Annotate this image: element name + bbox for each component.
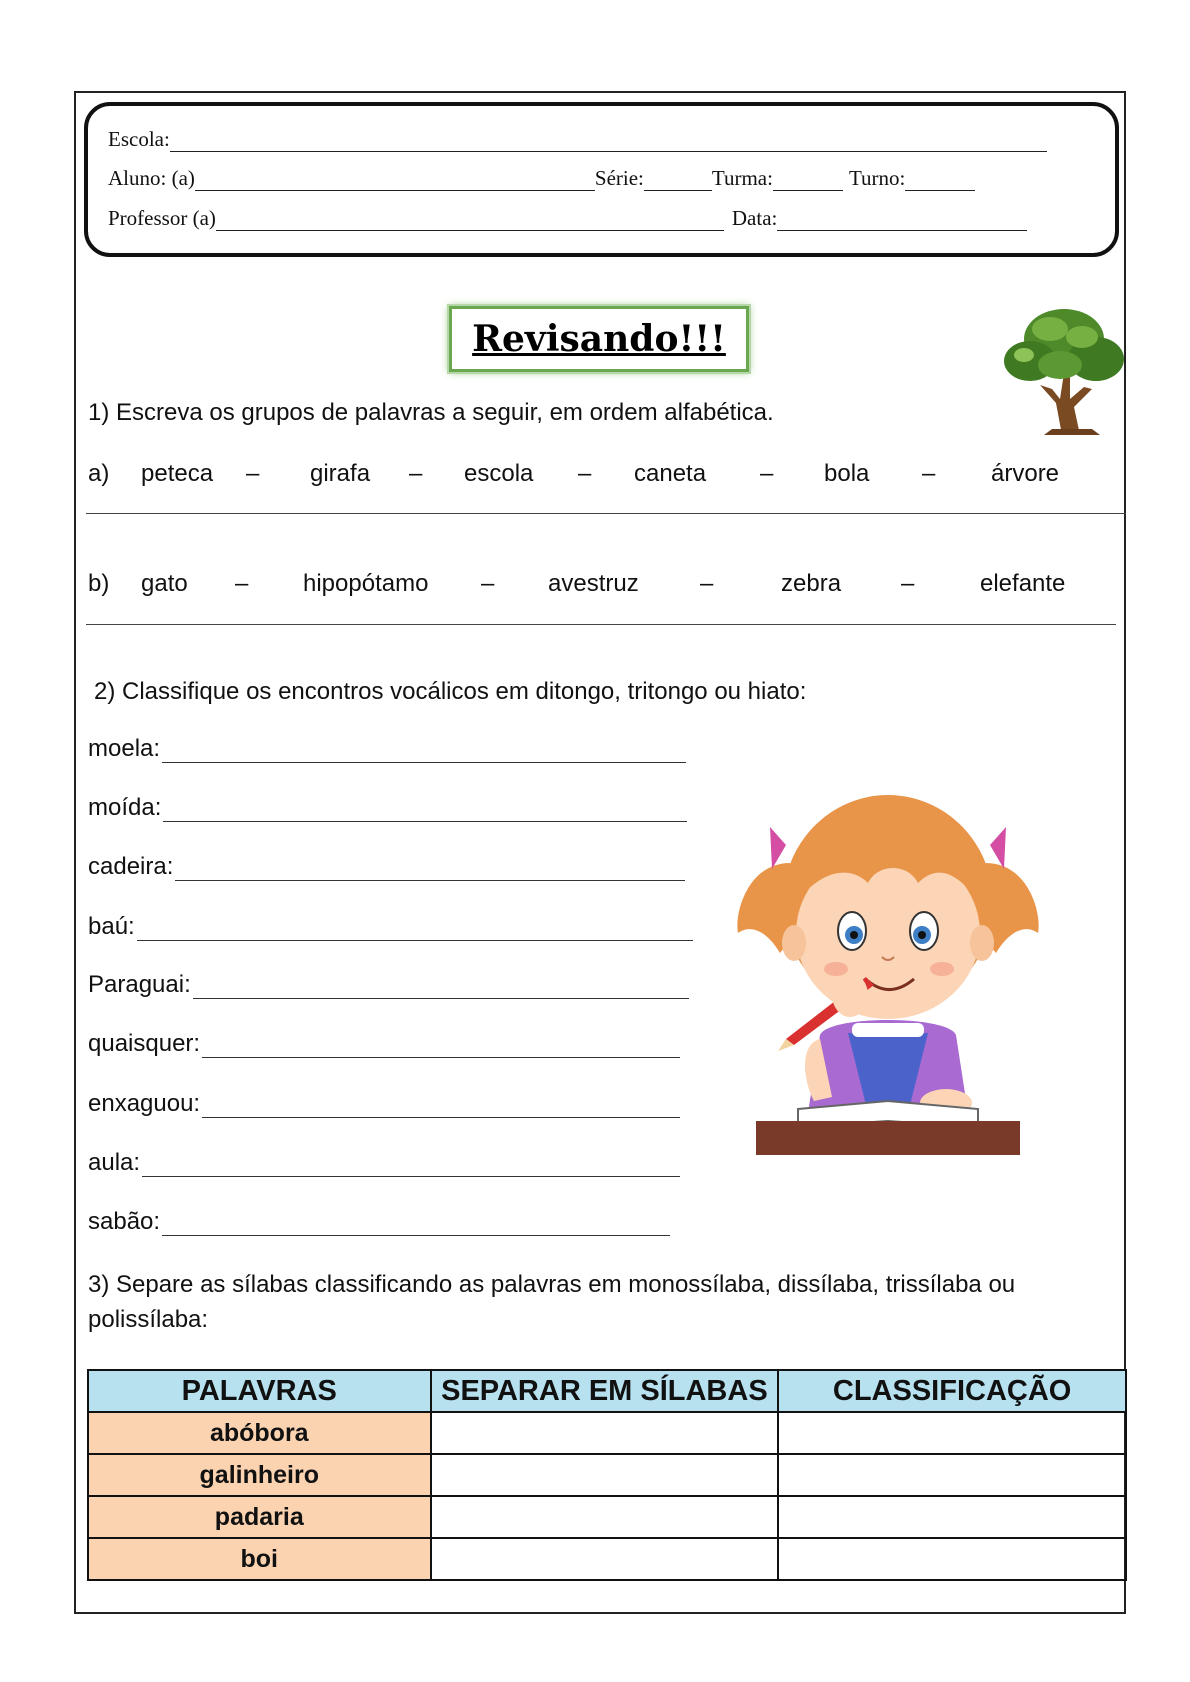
table-word-cell: abóbora (88, 1412, 431, 1454)
q2-word: quaisquer: (88, 1030, 201, 1057)
table-header: SEPARAR EM SÍLABAS (431, 1370, 779, 1412)
table-header-row (88, 1370, 1126, 1412)
q2-item (88, 1090, 680, 1118)
q1-b-dash: – (700, 570, 714, 597)
q2-item (88, 853, 685, 881)
q2-word: cadeira: (88, 853, 174, 880)
grade-label: Série: (594, 166, 644, 190)
syllables-cell[interactable] (431, 1496, 779, 1538)
q1-a-dash: – (246, 460, 260, 487)
q2-answer-line[interactable] (142, 1154, 680, 1177)
q2-answer-line[interactable] (162, 1213, 670, 1236)
school-label: Escola: (108, 127, 170, 151)
q1-b-word: avestruz (548, 570, 639, 597)
q1-a-word: árvore (991, 460, 1060, 487)
student-info-box (84, 102, 1119, 257)
title-box (449, 306, 749, 372)
q1-a-answer-line[interactable] (86, 513, 1126, 514)
q2-item (88, 1208, 670, 1236)
question-1-prompt: 1) Escreva os grupos de palavras a seguir, em ordem alfabética. (88, 399, 774, 426)
classification-cell[interactable] (778, 1538, 1126, 1580)
q2-word: enxaguou: (88, 1090, 201, 1117)
q1-a-dash: – (922, 460, 936, 487)
q2-answer-line[interactable] (202, 1095, 680, 1118)
q2-item (88, 735, 686, 763)
q1-b-word: hipopótamo (303, 570, 429, 597)
q2-word: sabão: (88, 1208, 161, 1235)
table-row (88, 1496, 1126, 1538)
date-label: Data: (731, 206, 778, 230)
q1-a-word: girafa (310, 460, 371, 487)
q2-word: moída: (88, 794, 162, 821)
question-2-prompt: 2) Classifique os encontros vocálicos em ditongo, tritongo ou hiato: (94, 678, 807, 705)
table-word-cell: padaria (88, 1496, 431, 1538)
q1-b-answer-line[interactable] (86, 624, 1116, 625)
q2-word: baú: (88, 913, 135, 940)
question-3-prompt-line2: polissílaba: (88, 1306, 209, 1333)
table-word-cell: boi (88, 1538, 431, 1580)
classification-cell[interactable] (778, 1496, 1126, 1538)
table-row (88, 1454, 1126, 1496)
girl-studying-illustration (728, 783, 1048, 1163)
shift-field[interactable] (905, 168, 975, 191)
teacher-label: Professor (a) (108, 206, 216, 230)
classification-cell[interactable] (778, 1454, 1126, 1496)
school-field[interactable] (170, 129, 1047, 152)
q1-a-word: escola (464, 460, 534, 487)
q2-answer-line[interactable] (137, 918, 693, 941)
classification-cell[interactable] (778, 1412, 1126, 1454)
q1-a-word: peteca (141, 460, 214, 487)
q2-answer-line[interactable] (175, 858, 685, 881)
page-title: Revisando!!! (472, 318, 726, 360)
q1-b-word: zebra (781, 570, 842, 597)
tree-icon (1000, 303, 1126, 438)
q1-b-dash: – (481, 570, 495, 597)
table-row (88, 1538, 1126, 1580)
q2-word: moela: (88, 735, 161, 762)
table-header: PALAVRAS (88, 1370, 431, 1412)
student-field[interactable] (195, 168, 595, 191)
syllable-table (87, 1369, 1127, 1581)
table-row (88, 1412, 1126, 1454)
syllables-cell[interactable] (431, 1412, 779, 1454)
q2-item (88, 1149, 680, 1177)
q1-a-dash: – (760, 460, 774, 487)
q1-b-word: gato (141, 570, 188, 597)
table-header: CLASSIFICAÇÃO (778, 1370, 1126, 1412)
date-field[interactable] (777, 208, 1027, 231)
q1-b-word: elefante (980, 570, 1066, 597)
q2-answer-line[interactable] (193, 976, 689, 999)
q2-item (88, 971, 689, 999)
q2-answer-line[interactable] (202, 1035, 680, 1058)
q2-word: Paraguai: (88, 971, 191, 998)
q1-b-dash: – (901, 570, 915, 597)
q2-answer-line[interactable] (163, 799, 687, 822)
class-field[interactable] (773, 168, 843, 191)
q1-a-word: caneta (634, 460, 707, 487)
shift-label: Turno: (848, 166, 906, 190)
syllables-cell[interactable] (431, 1538, 779, 1580)
class-label: Turma: (711, 166, 773, 190)
syllables-cell[interactable] (431, 1454, 779, 1496)
q2-word: aula: (88, 1149, 141, 1176)
q1-a-dash: – (578, 460, 592, 487)
table-word-cell: galinheiro (88, 1454, 431, 1496)
q1-a-dash: – (409, 460, 423, 487)
q1-b-dash: – (235, 570, 249, 597)
q1-a-label: a) (88, 460, 110, 487)
q2-item (88, 913, 693, 941)
question-3-prompt-line1: 3) Separe as sílabas classificando as palavras em monossílaba, dissílaba, trissílaba ou (88, 1271, 1016, 1298)
q1-a-word: bola (824, 460, 870, 487)
q2-answer-line[interactable] (162, 740, 686, 763)
q2-item (88, 794, 687, 822)
q2-item (88, 1030, 680, 1058)
q1-b-label: b) (88, 570, 110, 597)
teacher-field[interactable] (216, 208, 724, 231)
grade-field[interactable] (644, 168, 712, 191)
student-label: Aluno: (a) (108, 166, 195, 190)
